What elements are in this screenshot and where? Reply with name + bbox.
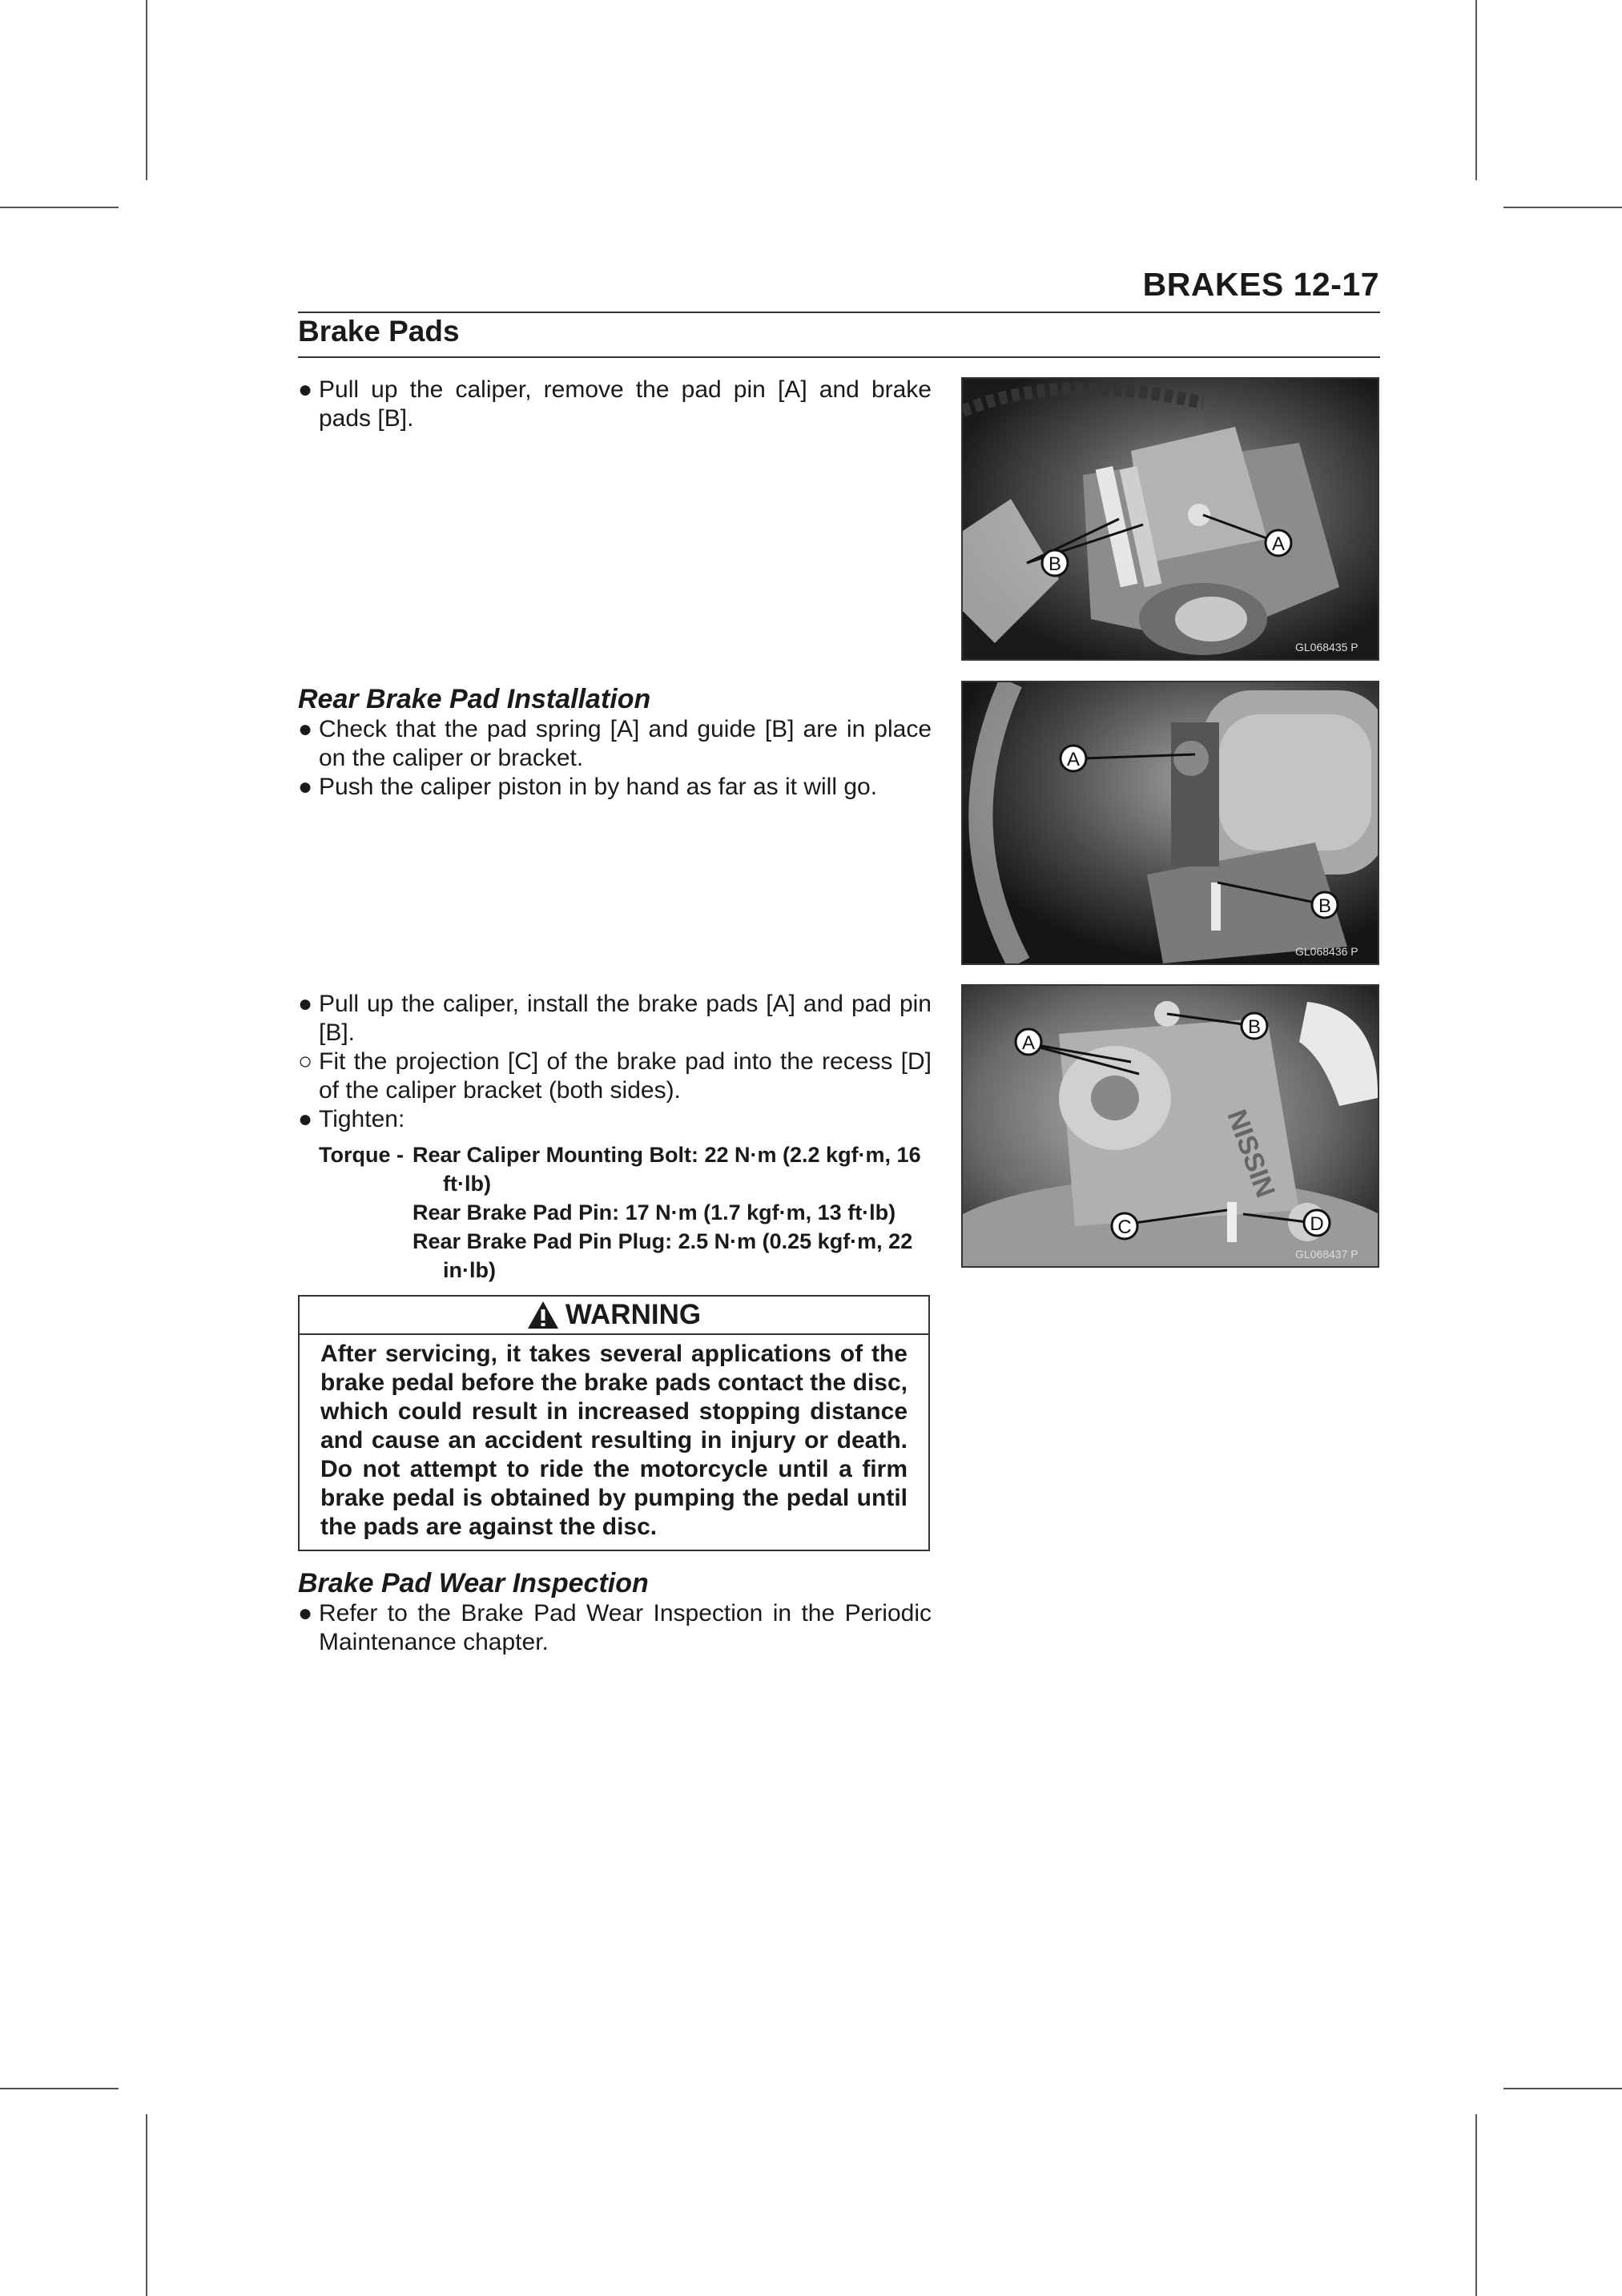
bullet-marker: ● <box>298 716 313 742</box>
step-text: Fit the projection [C] of the brake pad into the recess [D] of the caliper bracket (both sides). <box>319 1048 932 1104</box>
crop-mark <box>1475 0 1477 180</box>
torque-line <box>319 1140 932 1169</box>
warning-box <box>298 1295 930 1551</box>
brand-mark: NISSIN <box>1221 1105 1281 1202</box>
crop-mark <box>0 2088 119 2089</box>
sub-item <box>298 1047 932 1105</box>
bullet-marker: ● <box>298 991 313 1017</box>
torque-spec <box>319 1140 932 1285</box>
bullet-item <box>298 990 932 1047</box>
callout-b: B <box>1318 895 1332 917</box>
section-title: Brake Pads <box>298 315 460 348</box>
warning-header <box>300 1297 928 1335</box>
figure-code: GL068437 P <box>1295 1248 1358 1261</box>
running-head: BRAKES 12-17 <box>1142 266 1379 303</box>
step-text: Pull up the caliper, install the brake pads [A] and pad pin [B]. <box>319 991 932 1046</box>
torque-line-cont: ft·lb) <box>443 1172 491 1196</box>
crop-mark <box>1475 2114 1477 2296</box>
step-text: Push the caliper piston in by hand as far as it will go. <box>319 774 878 800</box>
bullet-marker: ● <box>298 1106 313 1132</box>
figure-code: GL068436 P <box>1295 945 1358 958</box>
bullet-item <box>298 773 932 802</box>
bullet-marker: ● <box>298 376 313 403</box>
callout-b: B <box>1247 1016 1262 1038</box>
bullet-item <box>298 715 932 773</box>
subheading-wear-inspection: Brake Pad Wear Inspection <box>298 1568 649 1598</box>
callout-d: D <box>1310 1213 1324 1235</box>
crop-mark <box>1503 2088 1622 2089</box>
step-text: Tighten: <box>319 1106 405 1132</box>
callout-a: A <box>1021 1032 1036 1054</box>
torque-value: Rear Caliper Mounting Bolt: 22 N·m (2.2 kgf·m, 16 <box>413 1143 921 1167</box>
torque-line: Rear Brake Pad Pin: 17 N·m (1.7 kgf·m, 13 ft·lb) <box>413 1200 896 1224</box>
bullet-item <box>298 1105 932 1134</box>
step-text: Refer to the Brake Pad Wear Inspection in the Periodic Maintenance chapter. <box>319 1600 932 1655</box>
figure-1-photo <box>961 377 1379 661</box>
step-block-2 <box>298 683 932 802</box>
crop-mark <box>0 207 119 208</box>
subheading-installation: Rear Brake Pad Installation <box>298 684 651 714</box>
crop-mark <box>1503 207 1622 208</box>
callout-c: C <box>1117 1216 1132 1238</box>
crop-mark <box>146 0 147 180</box>
crop-mark <box>146 2114 147 2296</box>
warning-triangle-icon <box>527 1301 559 1329</box>
step-text: Check that the pad spring [A] and guide [B] are in place on the caliper or bracket. <box>319 716 932 771</box>
torque-label: Torque - <box>319 1143 404 1167</box>
step-block-4 <box>298 1567 932 1657</box>
figure-code: GL068435 P <box>1295 641 1358 653</box>
bullet-item <box>298 1599 932 1657</box>
callout-a: A <box>1066 749 1081 770</box>
warning-title: WARNING <box>565 1299 702 1330</box>
step-block-1 <box>298 376 932 433</box>
torque-line: Rear Brake Pad Pin Plug: 2.5 N·m (0.25 kgf·m, 22 <box>413 1229 913 1253</box>
bullet-item <box>298 376 932 433</box>
step-block-3 <box>298 990 932 1134</box>
torque-line-cont: in·lb) <box>443 1258 496 1282</box>
callout-a: A <box>1271 533 1286 555</box>
step-text: Pull up the caliper, remove the pad pin [A] and brake pads [B]. <box>319 376 932 432</box>
warning-text: After servicing, it takes several applications of the brake pedal before the brake pads contact the disc, which could result in increased stopping distance and cause an accident resulting in injury or death. Do not attempt to ride the motorcycle until a firm brake pedal is obtained by pumping the pedal until the pads are against the disc. <box>320 1341 908 1540</box>
figure-3-photo <box>961 984 1379 1268</box>
bullet-marker: ● <box>298 774 313 800</box>
figure-2-photo <box>961 681 1379 965</box>
section-rule <box>298 356 1380 358</box>
subitem-marker: ○ <box>298 1048 313 1075</box>
callout-b: B <box>1048 553 1062 575</box>
header-rule <box>298 312 1380 313</box>
bullet-marker: ● <box>298 1600 313 1627</box>
